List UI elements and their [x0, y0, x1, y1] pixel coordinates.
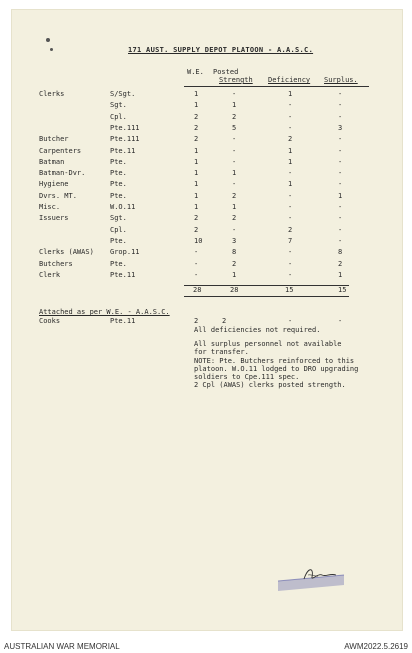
- cell-surplus: 1: [338, 270, 343, 279]
- note-line: NOTE: Pte. Butchers reinforced to this: [194, 357, 355, 365]
- cell-we: 2: [194, 225, 199, 234]
- cell-trade: Batman-Dvr.: [39, 169, 86, 178]
- cell-we: 1: [194, 157, 199, 166]
- total-rule-bottom: [184, 296, 349, 297]
- cell-we: 2: [194, 123, 199, 132]
- cell-surplus: -: [338, 203, 343, 211]
- cell-deficiency: 2: [288, 135, 293, 144]
- note-line: for transfer.: [194, 348, 249, 356]
- cell-surplus: 8: [338, 248, 343, 257]
- cell-rank: Pte.: [110, 191, 127, 200]
- document-title: 171 AUST. SUPPLY DEPOT PLATOON - A.A.S.C.: [128, 46, 314, 54]
- cell-trade: Hygiene: [39, 180, 69, 189]
- cell-posted: 2: [232, 259, 237, 268]
- total-deficiency: 15: [285, 286, 294, 294]
- cell-deficiency: -: [288, 191, 293, 200]
- cell-deficiency: -: [288, 169, 293, 178]
- cell-we: 2: [194, 135, 199, 144]
- cell-surplus: -: [338, 90, 343, 98]
- cell-deficiency: 1: [288, 157, 293, 166]
- cell-rank: Pte.11: [110, 270, 136, 279]
- cell-deficiency: -: [288, 112, 293, 121]
- total-surplus: 15: [338, 286, 347, 294]
- cell-surplus: 2: [338, 259, 343, 268]
- cell-rank: Cpl.: [110, 225, 127, 234]
- cell-rank: W.O.11: [110, 203, 136, 211]
- cell-rank: Pte.: [110, 180, 127, 189]
- cell-deficiency: 1: [288, 146, 293, 155]
- cell-surplus: -: [338, 157, 343, 166]
- cell-deficiency: 1: [288, 90, 293, 98]
- attached-we: 2: [194, 317, 199, 325]
- cell-surplus: -: [338, 135, 343, 144]
- cell-deficiency: -: [288, 203, 293, 211]
- cell-we: -: [194, 270, 199, 279]
- footer-bar: [0, 640, 412, 653]
- cell-surplus: -: [338, 101, 343, 110]
- total-rule-top: [184, 285, 349, 286]
- signature-stamp: [274, 563, 346, 593]
- cell-posted: 1: [232, 270, 237, 279]
- cell-deficiency: 1: [288, 180, 293, 189]
- cell-trade: Butcher: [39, 135, 69, 144]
- cell-trade: Carpenters: [39, 146, 82, 155]
- attached-surplus: -: [338, 317, 343, 325]
- cell-posted: -: [232, 157, 237, 166]
- note-line: All deficiencies not required.: [194, 326, 321, 334]
- total-we: 28: [193, 286, 202, 294]
- cell-posted: 2: [232, 191, 237, 200]
- cell-rank: Pte.111: [110, 123, 140, 132]
- cell-we: 1: [194, 203, 199, 211]
- punch-hole-mark: [46, 38, 50, 42]
- total-posted: 28: [230, 286, 239, 294]
- cell-we: 1: [194, 180, 199, 189]
- document-page: [12, 10, 402, 630]
- cell-we: 1: [194, 101, 199, 110]
- cell-surplus: -: [338, 169, 343, 178]
- cell-rank: Pte.: [110, 157, 127, 166]
- header-posted: Posted: [213, 68, 239, 76]
- cell-deficiency: -: [288, 248, 293, 257]
- cell-rank: Pte.11: [110, 146, 136, 155]
- attached-heading: Attached as per W.E. - A.A.S.C.: [39, 308, 170, 316]
- cell-surplus: -: [338, 225, 343, 234]
- cell-rank: S/Sgt.: [110, 90, 136, 98]
- cell-deficiency: -: [288, 123, 293, 132]
- cell-posted: -: [232, 135, 237, 144]
- cell-trade: Clerk: [39, 270, 61, 279]
- attached-posted: 2: [222, 317, 227, 325]
- cell-deficiency: -: [288, 270, 293, 279]
- footer-source: AUSTRALIAN WAR MEMORIAL: [4, 642, 120, 651]
- cell-posted: 1: [232, 101, 237, 110]
- cell-rank: Pte.: [110, 169, 127, 178]
- cell-we: -: [194, 259, 199, 268]
- punch-hole-mark: [50, 48, 53, 51]
- cell-we: -: [194, 248, 199, 257]
- note-line: platoon. W.O.11 lodged to DRO upgrading: [194, 365, 359, 373]
- footer-accession-number: AWM2022.5.2619: [344, 642, 408, 651]
- note-line: All surplus personnel not available: [194, 340, 342, 348]
- cell-deficiency: -: [288, 101, 293, 110]
- cell-trade: Misc.: [39, 203, 61, 211]
- cell-posted: 1: [232, 169, 237, 178]
- cell-trade: Clerks: [39, 90, 65, 98]
- cell-surplus: 1: [338, 191, 343, 200]
- cell-deficiency: 2: [288, 225, 293, 234]
- cell-surplus: -: [338, 214, 343, 223]
- cell-deficiency: -: [288, 214, 293, 223]
- cell-surplus: -: [338, 146, 343, 155]
- cell-rank: Pte.: [110, 236, 127, 245]
- attached-deficiency: -: [288, 317, 293, 325]
- cell-surplus: -: [338, 180, 343, 189]
- cell-surplus: -: [338, 236, 343, 245]
- cell-deficiency: 7: [288, 236, 293, 245]
- attached-rank: Pte.11: [110, 317, 136, 325]
- cell-rank: Cpl.: [110, 112, 127, 121]
- note-line: 2 Cpl (AWAS) clerks posted strength.: [194, 381, 346, 389]
- cell-we: 1: [194, 191, 199, 200]
- cell-rank: Grop.11: [110, 248, 140, 257]
- header-rule: [184, 86, 369, 87]
- cell-surplus: -: [338, 112, 343, 121]
- cell-rank: Sgt.: [110, 214, 127, 223]
- cell-posted: -: [232, 90, 237, 98]
- cell-posted: 2: [232, 214, 237, 223]
- cell-surplus: 3: [338, 123, 343, 132]
- cell-trade: Issuers: [39, 214, 69, 223]
- cell-rank: Pte.111: [110, 135, 140, 144]
- cell-posted: 5: [232, 123, 237, 132]
- cell-trade: Batman: [39, 157, 65, 166]
- header-deficiency: Deficiency: [268, 76, 311, 84]
- cell-posted: 3: [232, 236, 237, 245]
- note-line: soldiers to Cpe.111 spec.: [194, 373, 300, 381]
- header-surplus: Surplus.: [324, 76, 358, 84]
- cell-deficiency: -: [288, 259, 293, 268]
- cell-rank: Sgt.: [110, 101, 127, 110]
- cell-we: 2: [194, 214, 199, 223]
- cell-posted: -: [232, 180, 237, 189]
- cell-we: 1: [194, 146, 199, 155]
- header-we: W.E.: [187, 68, 204, 76]
- cell-posted: 2: [232, 112, 237, 121]
- cell-posted: 8: [232, 248, 237, 257]
- cell-trade: Clerks (AWAS): [39, 248, 94, 257]
- cell-posted: -: [232, 225, 237, 234]
- cell-we: 1: [194, 169, 199, 178]
- cell-trade: Butchers: [39, 259, 73, 268]
- cell-we: 10: [194, 236, 203, 245]
- cell-we: 1: [194, 90, 199, 98]
- cell-posted: 1: [232, 203, 237, 211]
- attached-trade: Cooks: [39, 317, 61, 325]
- cell-we: 2: [194, 112, 199, 121]
- cell-rank: Pte.: [110, 259, 127, 268]
- cell-posted: -: [232, 146, 237, 155]
- header-strength: Strength: [219, 76, 253, 84]
- cell-trade: Dvrs. MT.: [39, 191, 77, 200]
